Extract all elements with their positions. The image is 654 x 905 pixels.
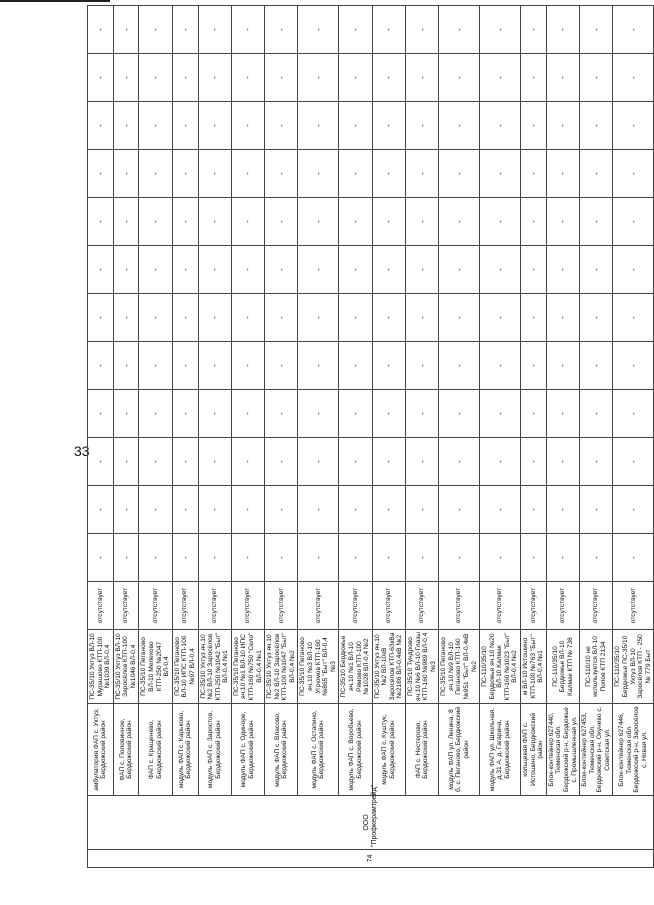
- status-cell: отсутствует: [439, 582, 480, 630]
- facility-name-cell: Блок-контейнер 627440, Тюменская обл. Бердюжский р-н, Бердюжье с. Промышленная ул.: [546, 704, 579, 796]
- power-source-cell: ПС-35/10 Пеганово яч.10 №9 ВЛ-10 Пеганово КТП-160 №951 "Быт" ВЛ-0,4кВ №2: [439, 630, 480, 704]
- empty-value-cell: -: [298, 294, 339, 342]
- empty-value-cell: -: [198, 198, 231, 246]
- status-cell: отсутствует: [480, 582, 521, 630]
- power-source-cell: ПС-35/10 Уктуз яч.10 №2 ВЛ-10 Заросёлов КТП-250 №1042 "Быт" ВЛ-0,4 №1: [198, 630, 231, 704]
- empty-value-cell: -: [546, 294, 579, 342]
- empty-value-cell: -: [231, 534, 264, 582]
- empty-value-cell: -: [546, 390, 579, 438]
- empty-value-cell: -: [88, 6, 114, 54]
- empty-value-cell: -: [480, 150, 521, 198]
- facility-name-cell: модуль ФАП с. Карьково, Бердюжский район: [172, 704, 198, 796]
- empty-value-cell: -: [298, 486, 339, 534]
- empty-value-cell: -: [88, 438, 114, 486]
- empty-value-cell: -: [613, 6, 654, 54]
- empty-value-cell: -: [139, 6, 172, 54]
- power-source-cell: ПС-110/35/10 Бердюжье ВЛ-10 Калмак КТП № 738: [546, 630, 579, 704]
- empty-value-cell: -: [298, 102, 339, 150]
- empty-value-cell: -: [139, 102, 172, 150]
- empty-value-cell: -: [113, 198, 139, 246]
- empty-value-cell: -: [480, 54, 521, 102]
- status-cell: отсутствует: [88, 582, 114, 630]
- empty-value-cell: -: [580, 246, 613, 294]
- empty-value-cell: -: [372, 54, 405, 102]
- empty-value-cell: -: [339, 6, 372, 54]
- facility-name-cell: модуль ФАП с. Заростов, Бердюжский район: [198, 704, 231, 796]
- empty-value-cell: -: [298, 54, 339, 102]
- facility-name-cell: амбулатория ФАП с. Уктуз, Бердюжский район: [88, 704, 114, 796]
- empty-value-cell: -: [139, 246, 172, 294]
- empty-value-cell: -: [521, 294, 547, 342]
- status-cell: отсутствует: [172, 582, 198, 630]
- facility-name-cell: модуль ФАП ул. Ленина, 8 б, с. Пеганово, Бердюжский район: [439, 704, 480, 796]
- empty-value-cell: -: [298, 198, 339, 246]
- facility-name-cell: ФАП с. Кращенево, Бердюжский район: [139, 704, 172, 796]
- empty-value-cell: -: [546, 102, 579, 150]
- empty-value-cell: -: [88, 534, 114, 582]
- empty-value-cell: -: [480, 6, 521, 54]
- empty-value-cell: -: [405, 294, 438, 342]
- power-source-cell: ПС-35/10 Уктуз ВЛ-10 Мурашово КТП-100 №1039 ВЛ-0,4: [88, 630, 114, 704]
- power-source-cell: ПС-35/10 Уктуз яч.10 №2 ВЛ-10 Заросёлов КТП-100 №1047 "Быт" ВЛ-0,4 №2: [265, 630, 298, 704]
- table-row: [372, 6, 405, 868]
- empty-value-cell: -: [339, 390, 372, 438]
- empty-value-cell: -: [265, 150, 298, 198]
- status-cell: отсутствует: [613, 582, 654, 630]
- power-source-cell: ПС-35/10 Уктуз яч.10 №2 ВЛ-10кВ Заросёлов КТП-63кВа №2186 ВЛ-0,4кВ №2: [372, 630, 405, 704]
- facility-name-cell: модуль ФАП с. Воробьево, Бердюжский район: [339, 704, 372, 796]
- empty-value-cell: -: [298, 342, 339, 390]
- empty-value-cell: -: [405, 534, 438, 582]
- empty-value-cell: -: [580, 342, 613, 390]
- status-cell: отсутствует: [405, 582, 438, 630]
- empty-value-cell: -: [298, 534, 339, 582]
- empty-value-cell: -: [198, 438, 231, 486]
- empty-value-cell: -: [521, 150, 547, 198]
- empty-value-cell: -: [372, 150, 405, 198]
- empty-value-cell: -: [198, 390, 231, 438]
- empty-value-cell: -: [139, 390, 172, 438]
- empty-value-cell: -: [613, 102, 654, 150]
- empty-value-cell: -: [439, 486, 480, 534]
- empty-value-cell: -: [372, 486, 405, 534]
- empty-value-cell: -: [580, 438, 613, 486]
- empty-value-cell: -: [265, 198, 298, 246]
- empty-value-cell: -: [613, 294, 654, 342]
- empty-value-cell: -: [480, 342, 521, 390]
- empty-value-cell: -: [172, 438, 198, 486]
- empty-value-cell: -: [172, 102, 198, 150]
- empty-value-cell: -: [198, 486, 231, 534]
- empty-value-cell: -: [480, 102, 521, 150]
- facility-name-cell: модуль ФАП с. Власово, Бердюжский район: [265, 704, 298, 796]
- empty-value-cell: -: [613, 150, 654, 198]
- power-source-cell: ПС-35/10 Пеганово ВЛ-10 ИПС КТП-100 №97 ВЛ-0,4: [172, 630, 198, 704]
- empty-value-cell: -: [439, 294, 480, 342]
- empty-value-cell: -: [580, 150, 613, 198]
- empty-value-cell: -: [546, 342, 579, 390]
- facility-name-cell: модуль ФАП с. Куштук, Бердюжский район: [372, 704, 405, 796]
- empty-value-cell: -: [298, 390, 339, 438]
- empty-value-cell: -: [439, 54, 480, 102]
- empty-value-cell: -: [480, 534, 521, 582]
- empty-value-cell: -: [198, 6, 231, 54]
- facility-name-cell: ФАП с. Нестерово, Бердюжский район: [405, 704, 438, 796]
- empty-value-cell: -: [139, 54, 172, 102]
- empty-value-cell: -: [198, 534, 231, 582]
- empty-value-cell: -: [613, 246, 654, 294]
- empty-value-cell: -: [139, 150, 172, 198]
- empty-value-cell: -: [198, 54, 231, 102]
- empty-value-cell: -: [372, 438, 405, 486]
- empty-value-cell: -: [439, 150, 480, 198]
- empty-value-cell: -: [231, 102, 264, 150]
- empty-value-cell: -: [172, 198, 198, 246]
- empty-value-cell: -: [265, 6, 298, 54]
- table-row: [139, 6, 172, 868]
- empty-value-cell: -: [265, 534, 298, 582]
- facility-name-cell: Блок-контейнер 627446, Тюменская обл. Бердюжский р-н, Заросёлов с. Новая ул.: [613, 704, 654, 796]
- power-source-cell: ПС-35/10 Уктуз ВЛ-10 Заросёлов КТП-100 №1046 ВЛ-0,4: [113, 630, 139, 704]
- table-row: [480, 6, 521, 868]
- empty-value-cell: -: [231, 150, 264, 198]
- facility-name-cell: Блок-контейнер 627453, Тюменская обл. Бердюжский р-н, Окунево с. Советская ул.: [580, 704, 613, 796]
- empty-value-cell: -: [613, 198, 654, 246]
- empty-value-cell: -: [439, 6, 480, 54]
- empty-value-cell: -: [521, 6, 547, 54]
- table-row: [88, 6, 114, 868]
- facility-name-cell: модуль ФАП с. Одиноре, Бердюжский район: [231, 704, 264, 796]
- empty-value-cell: -: [521, 534, 547, 582]
- empty-value-cell: -: [439, 342, 480, 390]
- empty-value-cell: -: [231, 486, 264, 534]
- empty-value-cell: -: [613, 534, 654, 582]
- empty-value-cell: -: [405, 54, 438, 102]
- power-source-cell: ПС-35/10 Пеганово ВЛ-10 Мелехово КТП-250 №2047 ВЛ-0,4: [139, 630, 172, 704]
- empty-value-cell: -: [480, 198, 521, 246]
- empty-value-cell: -: [172, 54, 198, 102]
- empty-value-cell: -: [546, 486, 579, 534]
- power-source-cell: ПС-35/10 Бердюжье яч.10 №1 ВЛ-10 Рямово КТП-100 №1028 ВЛ-0,4 №2: [339, 630, 372, 704]
- empty-value-cell: -: [172, 534, 198, 582]
- empty-value-cell: -: [580, 390, 613, 438]
- empty-value-cell: -: [265, 390, 298, 438]
- empty-value-cell: -: [580, 102, 613, 150]
- status-cell: отсутствует: [139, 582, 172, 630]
- status-cell: отсутствует: [231, 582, 264, 630]
- empty-value-cell: -: [88, 390, 114, 438]
- status-cell: отсутствует: [372, 582, 405, 630]
- empty-value-cell: -: [405, 198, 438, 246]
- empty-value-cell: -: [580, 486, 613, 534]
- empty-value-cell: -: [339, 486, 372, 534]
- facility-name-cell: модуль ФАП с. Остапино, Бердюжский район: [298, 704, 339, 796]
- table-row: [231, 6, 264, 868]
- empty-value-cell: -: [480, 246, 521, 294]
- empty-value-cell: -: [198, 342, 231, 390]
- facility-name-cell: модуль ФАП ул. Школьная, д.31 А, д. Гагарина, Бердюжский район: [480, 704, 521, 796]
- empty-value-cell: -: [113, 246, 139, 294]
- empty-value-cell: -: [88, 198, 114, 246]
- empty-value-cell: -: [139, 438, 172, 486]
- empty-value-cell: -: [113, 486, 139, 534]
- empty-value-cell: -: [521, 342, 547, 390]
- empty-value-cell: -: [298, 150, 339, 198]
- empty-value-cell: -: [172, 6, 198, 54]
- empty-value-cell: -: [339, 534, 372, 582]
- empty-value-cell: -: [339, 150, 372, 198]
- empty-value-cell: -: [521, 54, 547, 102]
- status-cell: отсутствует: [298, 582, 339, 630]
- empty-value-cell: -: [613, 438, 654, 486]
- facility-name-cell: кольцевая ФАП с. Истошино, Бердюжский район: [521, 704, 547, 796]
- empty-value-cell: -: [439, 198, 480, 246]
- empty-value-cell: -: [546, 54, 579, 102]
- table-row: [198, 6, 231, 868]
- empty-value-cell: -: [198, 294, 231, 342]
- empty-value-cell: -: [113, 54, 139, 102]
- facilities-table: [87, 5, 654, 868]
- empty-value-cell: -: [139, 294, 172, 342]
- empty-value-cell: -: [405, 390, 438, 438]
- empty-value-cell: -: [339, 438, 372, 486]
- empty-value-cell: -: [139, 342, 172, 390]
- empty-value-cell: -: [480, 390, 521, 438]
- status-cell: отсутствует: [521, 582, 547, 630]
- empty-value-cell: -: [88, 486, 114, 534]
- empty-value-cell: -: [298, 6, 339, 54]
- table-row: [439, 6, 480, 868]
- empty-value-cell: -: [439, 534, 480, 582]
- table-row: [339, 6, 372, 868]
- empty-value-cell: -: [405, 438, 438, 486]
- empty-value-cell: -: [231, 438, 264, 486]
- empty-value-cell: -: [139, 486, 172, 534]
- empty-value-cell: -: [172, 342, 198, 390]
- status-cell: отсутствует: [546, 582, 579, 630]
- empty-value-cell: -: [521, 246, 547, 294]
- empty-value-cell: -: [480, 438, 521, 486]
- row-number-cell: 74: [88, 850, 654, 868]
- empty-value-cell: -: [231, 294, 264, 342]
- page-number: 33: [74, 443, 90, 459]
- empty-value-cell: -: [298, 246, 339, 294]
- empty-value-cell: -: [580, 6, 613, 54]
- empty-value-cell: -: [172, 246, 198, 294]
- empty-value-cell: -: [265, 54, 298, 102]
- empty-value-cell: -: [439, 438, 480, 486]
- empty-value-cell: -: [265, 246, 298, 294]
- empty-value-cell: -: [88, 294, 114, 342]
- organization-cell: ООО "Профкерамтрейд": [88, 796, 654, 850]
- empty-value-cell: -: [405, 150, 438, 198]
- empty-value-cell: -: [231, 390, 264, 438]
- empty-value-cell: -: [231, 54, 264, 102]
- empty-value-cell: -: [231, 246, 264, 294]
- power-source-cell: ПС-35/10 Тундрово яч.10 №6 ВЛ-10 Глазы КТП-160 №989 ВЛ-0,4 №3: [405, 630, 438, 704]
- empty-value-cell: -: [580, 198, 613, 246]
- table-row: [546, 6, 579, 868]
- empty-value-cell: -: [546, 246, 579, 294]
- empty-value-cell: -: [439, 102, 480, 150]
- empty-value-cell: -: [580, 54, 613, 102]
- empty-value-cell: -: [521, 198, 547, 246]
- empty-value-cell: -: [298, 438, 339, 486]
- empty-value-cell: -: [339, 294, 372, 342]
- empty-value-cell: -: [113, 150, 139, 198]
- empty-value-cell: -: [580, 534, 613, 582]
- empty-value-cell: -: [372, 6, 405, 54]
- empty-value-cell: -: [405, 102, 438, 150]
- table-row: [580, 6, 613, 868]
- empty-value-cell: -: [339, 54, 372, 102]
- empty-value-cell: -: [88, 342, 114, 390]
- table-row: [298, 6, 339, 868]
- empty-value-cell: -: [546, 198, 579, 246]
- empty-value-cell: -: [113, 6, 139, 54]
- status-cell: отсутствует: [580, 582, 613, 630]
- empty-value-cell: -: [613, 54, 654, 102]
- empty-value-cell: -: [198, 246, 231, 294]
- empty-value-cell: -: [172, 390, 198, 438]
- status-cell: отсутствует: [198, 582, 231, 630]
- empty-value-cell: -: [521, 486, 547, 534]
- empty-value-cell: -: [521, 390, 547, 438]
- empty-value-cell: -: [546, 534, 579, 582]
- power-source-cell: м ВЛ-10 Истошино КТП-100 №763 "Быт" ВЛ-0,4 №1: [521, 630, 547, 704]
- empty-value-cell: -: [480, 486, 521, 534]
- empty-value-cell: -: [231, 342, 264, 390]
- empty-value-cell: -: [405, 486, 438, 534]
- empty-value-cell: -: [613, 390, 654, 438]
- empty-value-cell: -: [88, 246, 114, 294]
- empty-value-cell: -: [372, 294, 405, 342]
- rotated-table-wrapper: [87, 28, 652, 868]
- empty-value-cell: -: [439, 246, 480, 294]
- empty-value-cell: -: [405, 246, 438, 294]
- empty-value-cell: -: [198, 150, 231, 198]
- empty-value-cell: -: [113, 534, 139, 582]
- empty-value-cell: -: [265, 438, 298, 486]
- empty-value-cell: -: [113, 390, 139, 438]
- empty-value-cell: -: [546, 6, 579, 54]
- empty-value-cell: -: [198, 102, 231, 150]
- empty-value-cell: -: [372, 198, 405, 246]
- table-row: [613, 6, 654, 868]
- empty-value-cell: -: [88, 150, 114, 198]
- power-source-cell: ПС-35/10 Пеганово яч.10 №1 ВЛ-10 ИПС КТП-160 №750 "Село" ВЛ-0,4 №1: [231, 630, 264, 704]
- empty-value-cell: -: [139, 534, 172, 582]
- empty-value-cell: -: [231, 6, 264, 54]
- empty-value-cell: -: [339, 198, 372, 246]
- empty-value-cell: -: [113, 102, 139, 150]
- empty-value-cell: -: [339, 246, 372, 294]
- empty-value-cell: -: [113, 438, 139, 486]
- empty-value-cell: -: [372, 102, 405, 150]
- power-source-cell: ПС-110/35/10 Бердюжье ПС-35/10 Уктуз ВЛ-10 Заросёлов КТП - 250 № 779 Быт: [613, 630, 654, 704]
- empty-value-cell: -: [439, 390, 480, 438]
- status-cell: отсутствует: [113, 582, 139, 630]
- table-row: [172, 6, 198, 868]
- empty-value-cell: -: [265, 102, 298, 150]
- table-row: [265, 6, 298, 868]
- empty-value-cell: -: [88, 54, 114, 102]
- empty-value-cell: -: [372, 390, 405, 438]
- table-row: [113, 6, 139, 868]
- empty-value-cell: -: [113, 294, 139, 342]
- empty-value-cell: -: [339, 342, 372, 390]
- status-cell: отсутствует: [339, 582, 372, 630]
- empty-value-cell: -: [613, 342, 654, 390]
- empty-value-cell: -: [231, 198, 264, 246]
- empty-value-cell: -: [139, 198, 172, 246]
- power-source-cell: ПС-35/10 Пеганово яч.10 №3 ВЛ-10 Угрюмов КТП-160 №865 "Быт" ВЛ-0,4 №3: [298, 630, 339, 704]
- empty-value-cell: -: [172, 486, 198, 534]
- empty-value-cell: -: [339, 102, 372, 150]
- empty-value-cell: -: [546, 438, 579, 486]
- table-row: [521, 6, 547, 868]
- empty-value-cell: -: [546, 150, 579, 198]
- power-source-cell: ПС-110/10 не используется ВЛ-10 Попов КТП 2134: [580, 630, 613, 704]
- sheet: [87, 28, 652, 868]
- empty-value-cell: -: [613, 486, 654, 534]
- empty-value-cell: -: [372, 342, 405, 390]
- empty-value-cell: -: [265, 342, 298, 390]
- empty-value-cell: -: [480, 294, 521, 342]
- empty-value-cell: -: [521, 438, 547, 486]
- empty-value-cell: -: [265, 294, 298, 342]
- empty-value-cell: -: [113, 342, 139, 390]
- empty-value-cell: -: [405, 6, 438, 54]
- empty-value-cell: -: [580, 294, 613, 342]
- status-cell: отсутствует: [265, 582, 298, 630]
- empty-value-cell: -: [405, 342, 438, 390]
- empty-value-cell: -: [521, 102, 547, 150]
- empty-value-cell: -: [372, 534, 405, 582]
- table-row: [405, 6, 438, 868]
- empty-value-cell: -: [88, 102, 114, 150]
- top-rule: [0, 0, 110, 2]
- facility-name-cell: ФАП с. Половинное, Бердюжский район: [113, 704, 139, 796]
- empty-value-cell: -: [372, 246, 405, 294]
- empty-value-cell: -: [172, 294, 198, 342]
- empty-value-cell: -: [172, 150, 198, 198]
- empty-value-cell: -: [265, 486, 298, 534]
- power-source-cell: ПС-110/35/10 Бердюжье яч.10 №20 ВЛ-10 Калмак КТП-160 №1023 "Быт" ВЛ-0,4 №2: [480, 630, 521, 704]
